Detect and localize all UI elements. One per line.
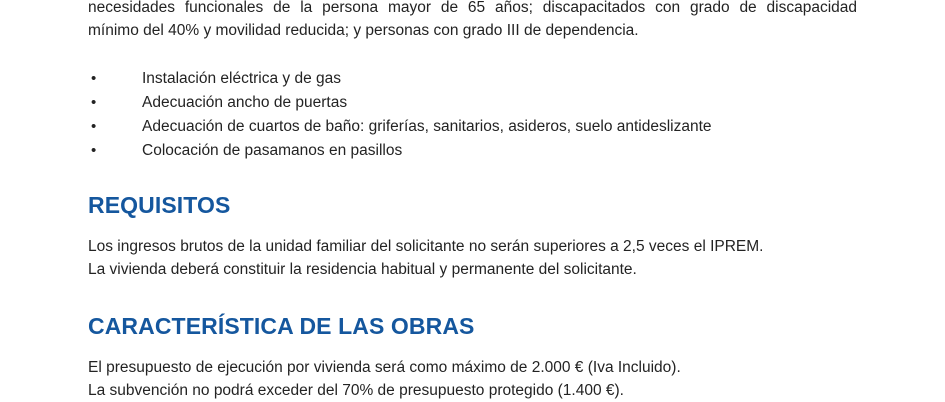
intro-line-2: mínimo del 40% y movilidad reducida; y personas con grado III de dependencia. <box>88 22 639 39</box>
section-heading-caracteristica-obras: CARACTERÍSTICA DE LAS OBRAS <box>88 313 475 339</box>
paragraph-line: La vivienda deberá constituir la residencia habitual y permanente del solicitante. <box>88 261 637 278</box>
section-heading-requisitos: REQUISITOS <box>88 192 231 218</box>
section-paragraph-requisitos <box>88 235 857 281</box>
list-item: • Colocación de pasamanos en pasillos <box>88 140 857 162</box>
bullet-list <box>88 68 857 162</box>
list-item: • Adecuación ancho de puertas <box>88 92 857 114</box>
list-item: • Instalación eléctrica y de gas <box>88 68 857 90</box>
section-paragraph-caracteristica-obras <box>88 356 857 402</box>
intro-line-1: necesidades funcionales de la persona mayor de 65 años; discapacitados con grado de discapacidad <box>88 0 857 16</box>
intro-paragraph <box>88 0 857 42</box>
list-item: • Adecuación de cuartos de baño: griferías, sanitarios, asideros, suelo antideslizante <box>88 116 857 138</box>
paragraph-line: El presupuesto de ejecución por vivienda será como máximo de 2.000 € (Iva Incluido). <box>88 359 681 376</box>
paragraph-line: Los ingresos brutos de la unidad familiar del solicitante no serán superiores a 2,5 veces el IPREM. <box>88 238 764 255</box>
paragraph-line: La subvención no podrá exceder del 70% de presupuesto protegido (1.400 €). <box>88 382 624 399</box>
